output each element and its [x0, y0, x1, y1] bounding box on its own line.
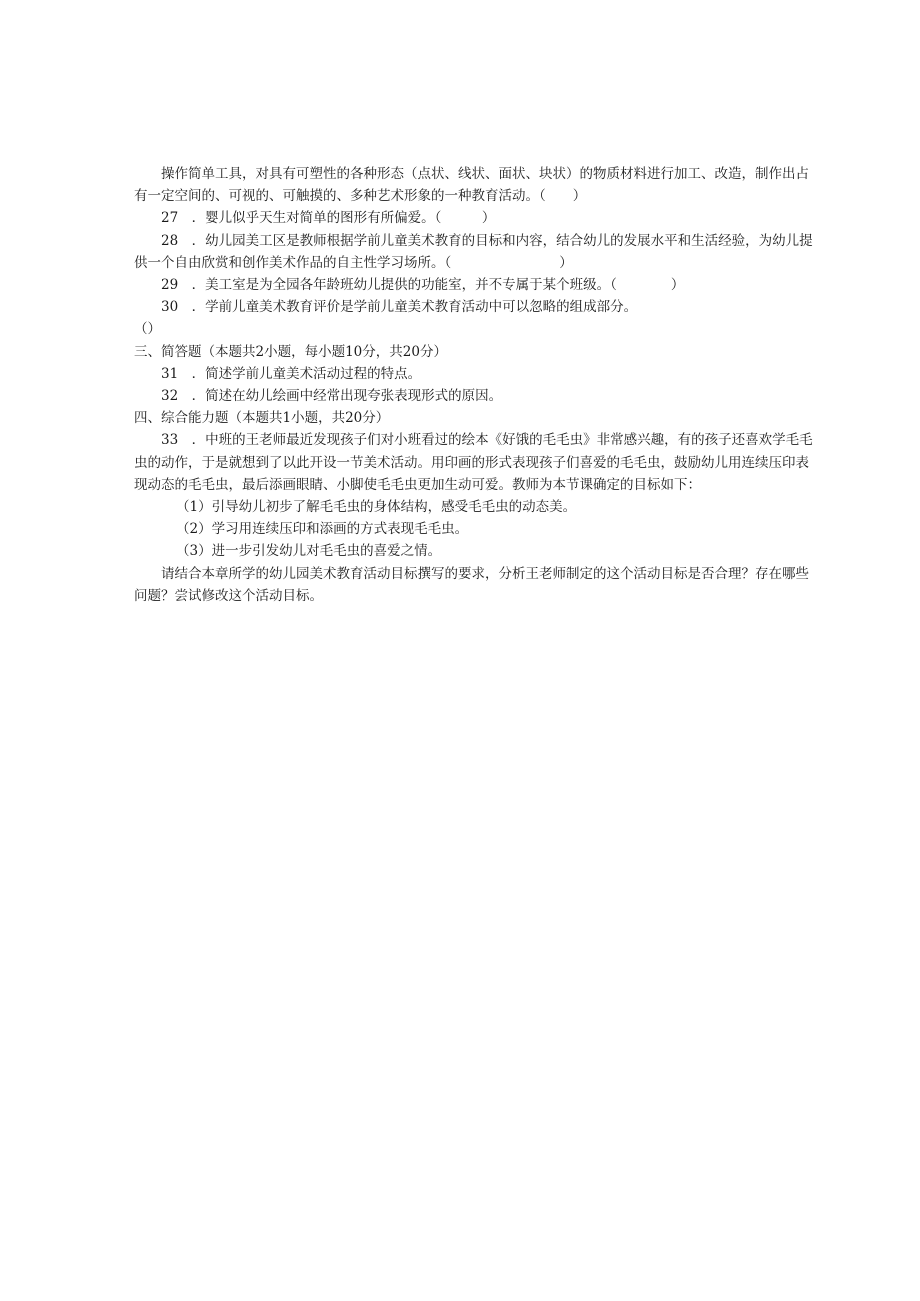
- question-31: 31 ．简述学前儿童美术活动过程的特点。: [161, 365, 422, 382]
- goal-item: （2）学习用连续压印和添画的方式表现毛毛虫。: [176, 521, 469, 538]
- question-30-answer-bracket: （）: [134, 321, 161, 338]
- question-29: 29 ．美工室是为全园各年龄班幼儿提供的功能室，并不专属于某个班级。（ ）: [161, 277, 685, 294]
- question-32: 32 ．简述在幼儿绘画中经常出现夸张表现形式的原因。: [161, 388, 503, 405]
- question-30: 30 ．学前儿童美术教育评价是学前儿童美术教育活动中可以忽略的组成部分。: [161, 299, 638, 316]
- section-four-heading: 四、综合能力题（本题共1小题，共20分）: [134, 410, 390, 427]
- question-33-prompt: 请结合本章所学的幼儿园美术教育活动目标撰写的要求，分析王老师制定的这个活动目标是否合理？存在哪些问题？尝试修改这个活动目标。: [134, 565, 809, 604]
- document-page: [134, 163, 814, 607]
- question-27: 27 ．婴儿似乎天生对简单的图形有所偏爱。（ ）: [161, 210, 496, 227]
- goal-item: （3）进一步引发幼儿对毛毛虫的喜爱之情。: [176, 543, 442, 560]
- question-26-continuation: 操作简单工具，对具有可塑性的各种形态（点状、线状、面状、块状）的物质材料进行加工、改造，制作出占有一定空间的、可视的、可触摸的、多种艺术形象的一种教育活动。（ ）: [134, 166, 809, 205]
- question-33: 33 ．中班的王老师最近发现孩子们对小班看过的绘本《好饿的毛毛虫》非常感兴趣，有的孩子还喜欢学毛毛虫的动作，于是就想到了以此开设一节美术活动。用印画的形式表现孩子们喜爱的毛毛虫，鼓励幼儿用连续压印表现动态的毛毛虫，最后添画眼睛、小脚使毛毛虫更加生动可爱。教师为本节课确定的目标如下：: [134, 432, 813, 493]
- question-28: 28 ．幼儿园美工区是教师根据学前儿童美术教育的目标和内容，结合幼儿的发展水平和生活经验，为幼儿提供一个自由欣赏和创作美术作品的自主性学习场所。（ ）: [134, 232, 813, 271]
- goal-item: （1）引导幼儿初步了解毛毛虫的身体结构，感受毛毛虫的动态美。: [176, 499, 577, 516]
- section-three-heading: 三、简答题（本题共2小题，每小题10分，共20分）: [134, 343, 447, 360]
